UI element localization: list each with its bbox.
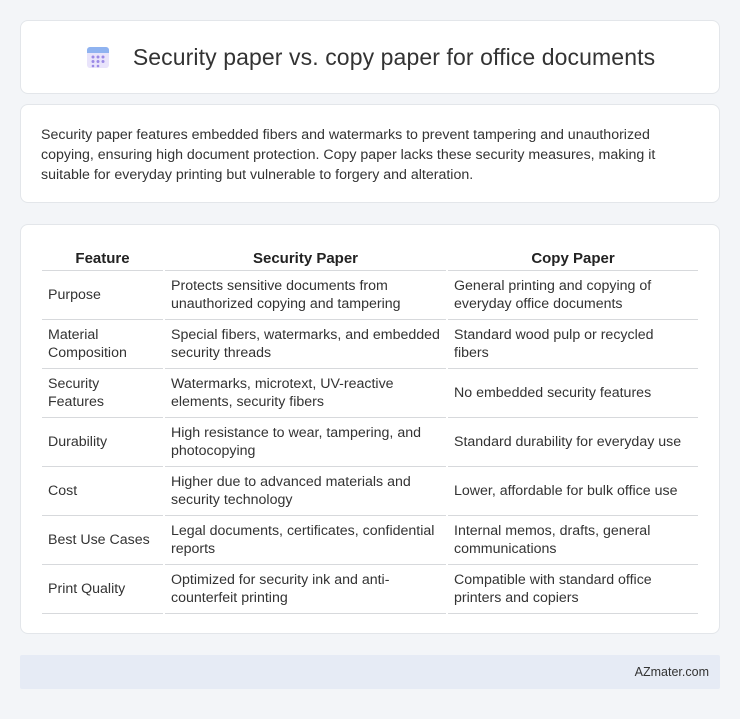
row-feature: Cost xyxy=(42,466,164,515)
row-copy-paper: Lower, affordable for bulk office use xyxy=(447,466,698,515)
footer-brand[interactable]: AZmater.com xyxy=(634,665,709,679)
row-security-paper: Legal documents, certificates, confidential reports xyxy=(164,515,447,564)
row-feature: Best Use Cases xyxy=(42,515,164,564)
page-title: Security paper vs. copy paper for office documents xyxy=(132,43,656,70)
row-copy-paper: Standard wood pulp or recycled fibers xyxy=(447,319,698,368)
table-row xyxy=(42,270,698,319)
row-copy-paper: No embedded security features xyxy=(447,368,698,417)
row-copy-paper: Standard durability for everyday use xyxy=(447,417,698,466)
row-security-paper: Optimized for security ink and anti-counterfeit printing xyxy=(164,564,447,613)
table-row xyxy=(42,515,698,564)
column-header-security-paper: Security Paper xyxy=(164,245,447,270)
comparison-table xyxy=(42,245,698,614)
row-security-paper: High resistance to wear, tampering, and photocopying xyxy=(164,417,447,466)
row-feature: Material Composition xyxy=(42,319,164,368)
comparison-card xyxy=(20,224,720,634)
row-security-paper: Special fibers, watermarks, and embedded security threads xyxy=(164,319,447,368)
calendar-icon xyxy=(85,44,111,70)
table-row xyxy=(42,368,698,417)
column-header-copy-paper: Copy Paper xyxy=(447,245,698,270)
table-row xyxy=(42,466,698,515)
row-copy-paper: Internal memos, drafts, general communications xyxy=(447,515,698,564)
row-copy-paper: General printing and copying of everyday office documents xyxy=(447,270,698,319)
row-security-paper: Protects sensitive documents from unauthorized copying and tampering xyxy=(164,270,447,319)
table-row xyxy=(42,319,698,368)
row-security-paper: Watermarks, microtext, UV-reactive elements, security fibers xyxy=(164,368,447,417)
row-feature: Purpose xyxy=(42,270,164,319)
row-security-paper: Higher due to advanced materials and security technology xyxy=(164,466,447,515)
intro-card xyxy=(20,104,720,203)
row-feature: Durability xyxy=(42,417,164,466)
table-row xyxy=(42,564,698,613)
table-header-row xyxy=(42,245,698,270)
row-feature: Print Quality xyxy=(42,564,164,613)
row-copy-paper: Compatible with standard office printers and copiers xyxy=(447,564,698,613)
intro-text: Security paper features embedded fibers and watermarks to prevent tampering and unauthorized copying, ensuring high document protection. Copy paper lacks these security measures, making it suitable for everyday printing but vulnerable to forgery and alteration. xyxy=(41,127,656,183)
title-card xyxy=(20,20,720,94)
row-feature: Security Features xyxy=(42,368,164,417)
footer-bar xyxy=(20,655,720,689)
column-header-feature: Feature xyxy=(42,245,164,270)
table-row xyxy=(42,417,698,466)
